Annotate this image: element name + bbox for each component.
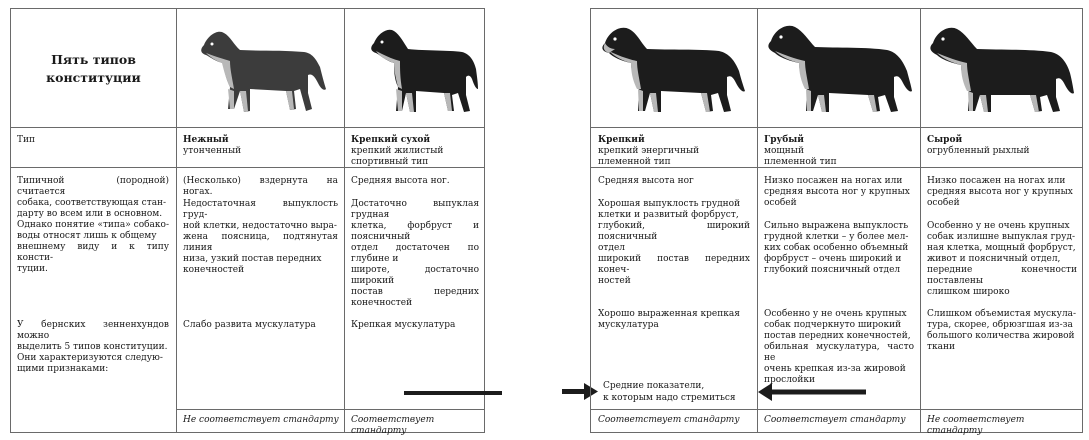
text-line: низа, узкий постав передних (183, 254, 322, 264)
verdict-delicate: Не соответствует стандарту (183, 415, 339, 425)
text-line: прослойки (764, 375, 815, 385)
verdict-loose: Не соответствует стандарту (927, 415, 1025, 436)
text-line: Хорошо выраженная крепкая (598, 309, 740, 319)
text-line: Недостаточная выпуклость груд- (183, 199, 338, 220)
footer-divider (176, 409, 484, 410)
text-line: глубокий поясничный отдел (764, 265, 901, 275)
text-line: ностей (598, 276, 631, 286)
text-line: глубокий, широкий поясничный (598, 221, 750, 242)
text-line: особей (927, 198, 960, 208)
strong-muscle (598, 309, 750, 331)
type-name: Грубый (764, 135, 804, 145)
type-desc: крепкий жилистый (351, 146, 444, 156)
intro-paragraph (17, 176, 169, 275)
text-line: постав передних конечностей, (764, 331, 911, 341)
text-line: собак излишне выпуклая груд- (927, 232, 1076, 242)
text-line: Сильно выражена выпуклость (764, 221, 909, 231)
text-line: слишком широко (927, 287, 1010, 297)
type-cell-rough (764, 135, 914, 168)
text-line: Слишком объемистая мускула- (927, 309, 1077, 319)
dog-illustration-loose (927, 17, 1077, 122)
header-divider (11, 127, 484, 128)
text-line: Однако понятие «типа» собако- (17, 220, 169, 230)
text-line: широкий постав передних конеч- (598, 254, 750, 275)
text-line: Особенно у не очень крупных (927, 221, 1070, 231)
type-desc: огрубленный рыхлый (927, 146, 1030, 156)
text-line: отдел (598, 243, 625, 253)
text-line: воды относят лишь к общему (17, 231, 157, 241)
text-line: тура, скорее, обрюзгшая из-за (927, 320, 1073, 330)
type-cell-strong (598, 135, 750, 168)
loose-legs (927, 176, 1077, 209)
arrow-line-left (404, 386, 502, 400)
text-line: постав передних конечностей (351, 287, 479, 308)
delicate-muscle (183, 320, 338, 331)
dog-illustration-strong (599, 17, 749, 122)
text-line: Крепкая мускулатура (351, 320, 456, 330)
strong-dry-legs (351, 176, 479, 187)
text-line: очень крепкая из-за жировой (764, 364, 906, 374)
type-name: Сырой (927, 135, 963, 145)
dog-illustration-rough (765, 17, 915, 122)
verdict-strong: Соответствует стандарту (598, 415, 740, 425)
text-line: дарту во всем или в основном. (17, 209, 163, 219)
text-line: Низко посажен на ногах или (927, 176, 1066, 186)
text-line: Типичной (породной) считается (17, 176, 169, 197)
text-line: Достаточно выпуклая грудная (351, 199, 479, 220)
average-target-note (603, 380, 753, 404)
arrow-left-icon (756, 382, 866, 402)
verdict-strong-dry: Соответствует стандарту (351, 415, 435, 436)
strong-legs (598, 176, 750, 187)
text-line: форбруст – очень широкий и (764, 254, 902, 264)
text-line: ткани (927, 342, 955, 352)
text-line: (Несколько) вздернута на ногах. (183, 176, 338, 197)
delicate-legs (183, 176, 338, 198)
row-label-type: Тип (17, 135, 35, 145)
text-line: У бернских зенненхундов можно (17, 320, 169, 341)
footer-divider (591, 409, 1082, 410)
text-line: Средняя высота ног (598, 176, 694, 186)
text-line: мускулатура (598, 320, 659, 330)
text-line: отдел достаточен по глубине и (351, 243, 479, 264)
muscle-intro-paragraph (17, 320, 169, 375)
text-line: туции. (17, 264, 48, 274)
type-desc: племенной тип (598, 157, 671, 167)
dog-illustration-strong-dry (366, 17, 481, 122)
text-line: ная клетка, мощный форбруст, (927, 243, 1076, 253)
text-line: Средняя высота ног. (351, 176, 450, 186)
text-line: передние конечности поставлены (927, 265, 1077, 286)
page-title (11, 51, 176, 87)
text-line: жена поясница, подтянутая линия (183, 232, 338, 253)
text-line: к которым надо стремиться (603, 393, 736, 403)
text-line: обильная мускулатура, часто не (764, 342, 914, 363)
header-divider (591, 127, 1082, 128)
text-line: Особенно у не очень крупных (764, 309, 907, 319)
text-line: клетка, форбруст и поясничный (351, 221, 479, 242)
text-line: средняя высота ног у крупных (764, 187, 910, 197)
type-name: Крепкий (598, 135, 645, 145)
rough-muscle (764, 309, 914, 386)
text-line: щими признаками: (17, 364, 109, 374)
title-line-2: конституции (46, 70, 141, 85)
type-cell-loose (927, 135, 1077, 157)
text-line: Они характеризуются следую- (17, 353, 163, 363)
type-desc: племенной тип (764, 157, 837, 167)
text-line: грудной клетки – у более мел- (764, 232, 909, 242)
text-line: собака, соответствующая стан- (17, 198, 167, 208)
type-name: Нежный (183, 135, 229, 145)
loose-chest (927, 221, 1077, 298)
loose-muscle (927, 309, 1077, 353)
text-line: Низко посажен на ногах или (764, 176, 903, 186)
type-cell-delicate (183, 135, 338, 157)
text-line: средняя высота ног у крупных (927, 187, 1073, 197)
text-line: выделить 5 типов конституции. (17, 342, 168, 352)
rough-legs (764, 176, 914, 209)
type-name: Крепкий сухой (351, 135, 431, 145)
text-line: клетки и развитый форбруст, (598, 210, 739, 220)
rough-chest (764, 221, 914, 276)
text-line: живот и поясничный отдел, (927, 254, 1061, 264)
text-line: собак подчеркнуто широкий (764, 320, 902, 330)
text-line: особей (764, 198, 797, 208)
type-desc: крепкий энергичный (598, 146, 700, 156)
text-line: большого количества жировой (927, 331, 1075, 341)
text-line: ких собак особенно объемный (764, 243, 909, 253)
text-line: широте, достаточно широкий (351, 265, 479, 286)
right-table-panel (590, 8, 1083, 436)
verdict-rough: Соответствует стандарту (764, 415, 906, 425)
type-desc: спортивный тип (351, 157, 429, 167)
text-line: конечностей (183, 265, 245, 275)
title-line-1: Пять типов (51, 52, 136, 67)
left-table-panel (10, 8, 485, 436)
text-line: Средние показатели, (603, 381, 705, 391)
text-line: Хорошая выпуклость грудной (598, 199, 741, 209)
dog-illustration-delicate (194, 17, 329, 122)
type-cell-strong-dry (351, 135, 479, 168)
strong-dry-chest (351, 199, 479, 309)
strong-dry-muscle (351, 320, 479, 331)
delicate-chest (183, 199, 338, 276)
strong-chest (598, 199, 750, 287)
text-line: Слабо развита мускулатура (183, 320, 316, 330)
type-desc: мощный (764, 146, 804, 156)
text-line: ной клетки, недостаточно выра- (183, 221, 337, 231)
text-line: внешнему виду и к типу консти- (17, 242, 169, 263)
type-desc: утонченный (183, 146, 242, 156)
